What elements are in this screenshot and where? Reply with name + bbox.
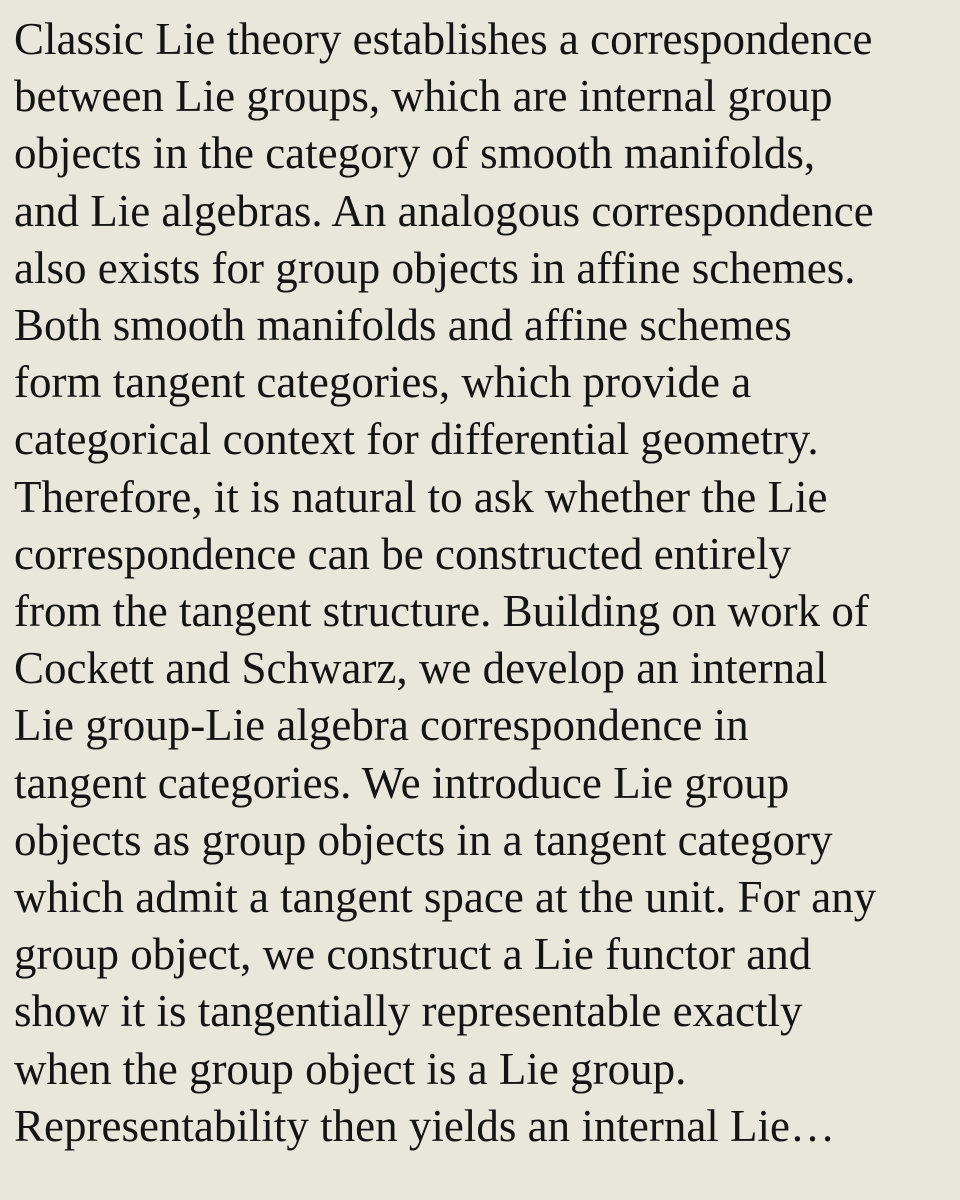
abstract-line: Lie group-Lie algebra correspondence in — [14, 700, 749, 751]
abstract-line: group object, we construct a Lie functor and — [14, 929, 812, 980]
abstract-line: correspondence can be constructed entirely — [14, 528, 792, 579]
abstract-line: show it is tangentially representable exactly — [14, 986, 803, 1037]
abstract-line: and Lie algebras. An analogous correspondence — [14, 185, 874, 236]
abstract-line: objects in the category of smooth manifolds, — [14, 128, 816, 179]
abstract-line: also exists for group objects in affine schemes. — [14, 242, 856, 293]
abstract-line: tangent categories. We introduce Lie group — [14, 757, 790, 808]
abstract-line: objects as group objects in a tangent category — [14, 814, 833, 865]
abstract-line: Classic Lie theory establishes a correspondence — [14, 14, 873, 64]
abstract-line: which admit a tangent space at the unit. For any — [14, 872, 877, 923]
abstract-line: when the group object is a Lie group. — [14, 1043, 687, 1094]
abstract-line: Both smooth manifolds and affine schemes — [14, 300, 792, 351]
abstract-line: form tangent categories, which provide a — [14, 357, 752, 408]
abstract-line: between Lie groups, which are internal group — [14, 71, 833, 122]
abstract-line: Representability then yields an internal Lie… — [14, 1100, 836, 1151]
abstract-line: categorical context for differential geometry. — [14, 414, 819, 465]
abstract-line: Therefore, it is natural to ask whether the Lie — [14, 471, 828, 522]
abstract-line: Cockett and Schwarz, we develop an internal — [14, 643, 828, 694]
abstract-text — [14, 11, 946, 1155]
abstract-line: from the tangent structure. Building on work of — [14, 586, 869, 637]
